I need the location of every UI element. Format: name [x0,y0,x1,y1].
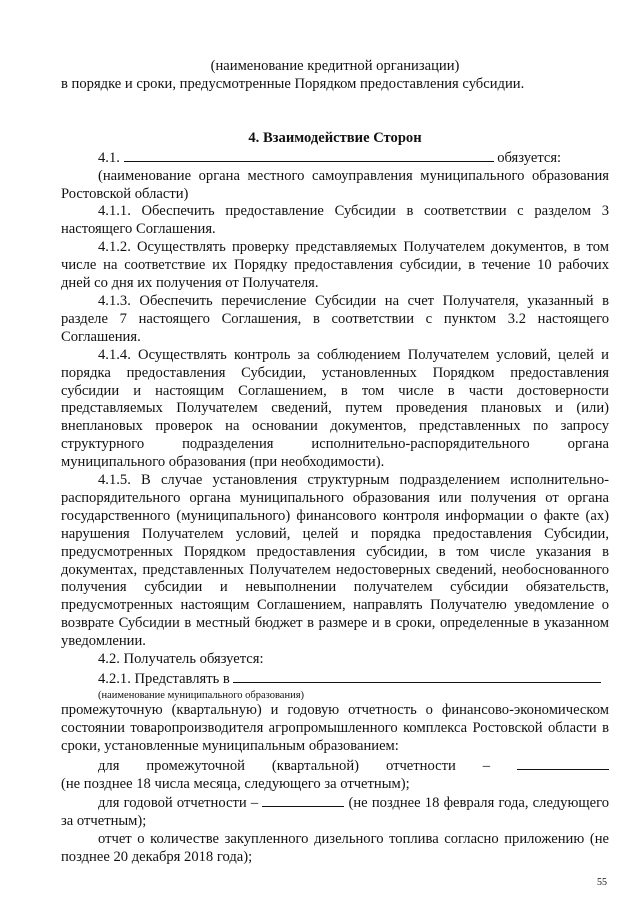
document-page [61,58,609,867]
authority-caption: (наименование органа местного самоуправления муниципального образования Ростовской области) [61,167,609,202]
quarterly-word-1: для [98,757,120,774]
annual-report-deadline: (не позднее 18 февраля года, следующего за отчетным); [61,795,609,830]
quarterly-dash: – [482,757,491,774]
authority-name-blank [124,148,494,162]
clause-4-1-2: 4.1.2. Осуществлять проверку представляемых Получателем документов, в том числе на соответствие их Порядку предоставления субсидии, в течение 10 рабочих дней со дня их получения от Получателя. [61,239,609,292]
quarterly-deadline: (не позднее 18 числа месяца, следующего за отчетным); [61,775,410,792]
clause-4-1-number: 4.1. [98,149,120,166]
order-and-terms-line: в порядке и сроки, предусмотренные Порядком предоставления субсидии. [61,75,525,92]
quarterly-deadline-blank [517,756,609,770]
clause-4-1-3: 4.1.3. Обеспечить перечисление Субсидии на счет Получателя, указанный в разделе 7 настоящего Соглашения, в соответствии с пунктом 3.2 настоящего Соглашения. [61,292,609,345]
fuel-report-line: отчет о количестве закупленного дизельного топлива согласно приложению (не позднее 20 декабря 2018 года); [61,831,609,866]
quarterly-word-2: промежуточной [146,757,245,774]
municipality-caption: (наименование муниципального образования) [98,689,305,701]
section-title: 4. Взаимодействие Сторон [248,129,422,146]
clause-4-2-1-lead [61,669,609,689]
annual-report-label: для годовой отчетности – [98,795,259,812]
clause-4-1-5: 4.1.5. В случае установления структурным подразделением исполнительно-распорядительного органа муниципального образования или получения от органа государственного (муниципального) финансового контроля информации о факте (ах) нарушения Получателем условий, целей и порядка предоставления Субсидии, предусмотренных Порядком предоставления субсидии, в том числе указания в документах, представленных Получателем недостоверных сведений, необоснованного получения субсидии и невыполнении получателем субсидии обязательств, предусмотренных настоящим Соглашением, направлять Получателю уведомление о возврате Субсидии в местный бюджет в размере и в сроки, определенные в указанном уведомлении. [61,472,609,650]
clause-4-2-1-label: 4.2.1. Представлять в [98,671,230,687]
annual-report-line [61,793,609,831]
clause-4-1 [61,148,609,168]
municipality-name-blank [233,669,601,683]
clause-4-1-4: 4.1.4. Осуществлять контроль за соблюдением Получателем условий, целей и порядка предоставления Субсидии, установленных Порядком предоставления субсидии и настоящим Соглашением, в том числе в части достоверности представляемых Получателем сведений, путем проведения плановых и (или) внеплановых проверок на основании документов, представленных по запросу структурного подразделения исполнительно-распорядительного органа муниципального образования (при необходимости). [61,346,609,471]
annual-deadline-blank [262,793,344,807]
clause-4-2: 4.2. Получатель обязуется: [98,651,264,668]
quarterly-report-line [61,756,609,776]
credit-org-caption: (наименование кредитной организации) [210,58,460,74]
clause-4-2-1-body: промежуточную (квартальную) и годовую отчетность о финансово-экономическом состоянии товаропроизводителя агропромышленного комплекса Ростовской области в сроки, установленные муниципальным образованием: [61,701,609,754]
page-number: 55 [597,877,607,888]
clause-4-1-obligates: обязуется: [497,149,562,166]
quarterly-word-4: отчетности [385,757,456,774]
clause-4-1-1: 4.1.1. Обеспечить предоставление Субсидии в соответствии с разделом 3 настоящего Соглашения. [61,203,609,238]
quarterly-word-3: (квартальной) [271,757,360,774]
